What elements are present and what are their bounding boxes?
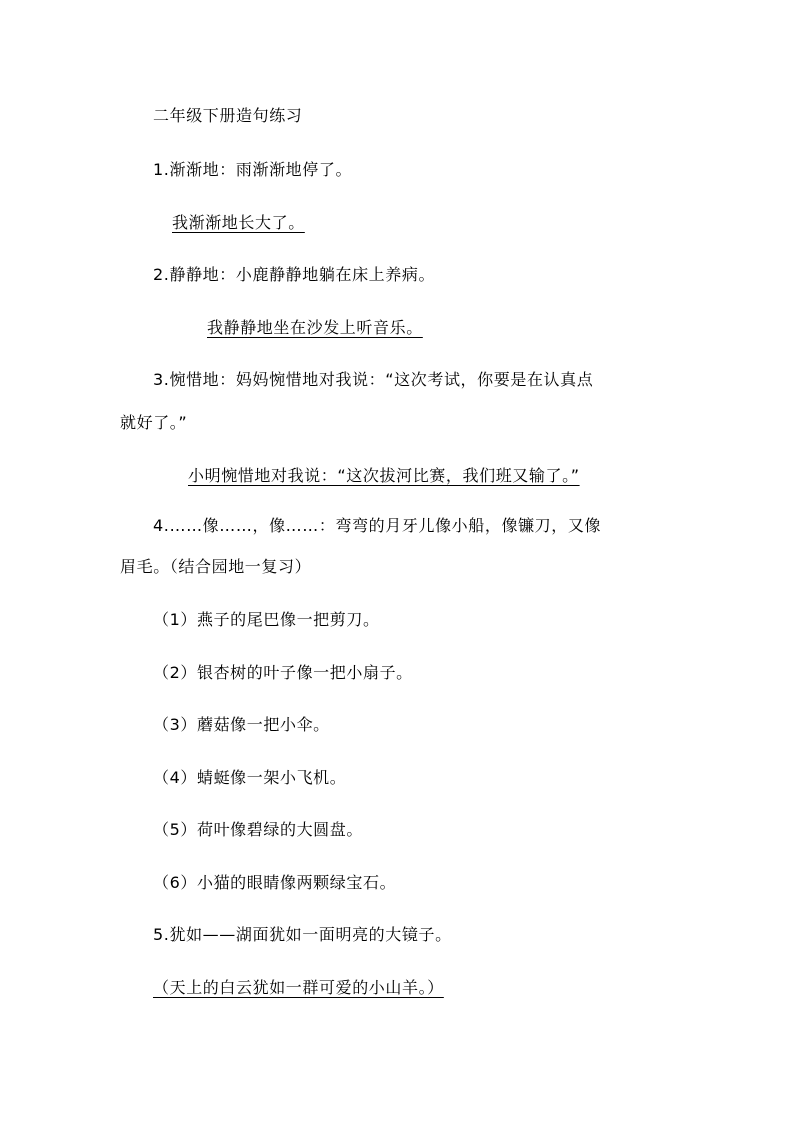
item-4-prompt-line1 (153, 516, 601, 536)
item-3-answer (188, 466, 580, 486)
item-2-answer (207, 318, 423, 338)
item-5-number: 5. (153, 925, 170, 944)
item-3-number: 3. (153, 370, 170, 389)
item-1-prompt (153, 160, 352, 180)
item-1-prompt-text: 渐渐地：雨渐渐地停了。 (169, 160, 353, 179)
item-4-example-3: （3）蘑菇像一把小伞。 (153, 715, 330, 734)
item-4-prompt-text: ……像……，像……：弯弯的月牙儿像小船，像镰刀，又像 (169, 516, 602, 535)
item-3-prompt-text: 惋惜地：妈妈惋惜地对我说：“这次考试，你要是在认真点 (169, 370, 594, 389)
item-3-answer-text: 小明惋惜地对我说：“这次拔河比赛，我们班又输了。” (188, 466, 580, 485)
item-1-number: 1. (153, 160, 170, 179)
item-4-number: 4. (153, 516, 170, 535)
item-4-example-4: （4）蜻蜓像一架小飞机。 (153, 768, 347, 787)
item-5-prompt-text: 犹如——湖面犹如一面明亮的大镜子。 (169, 925, 452, 944)
item-5-answer (153, 978, 444, 998)
item-2-answer-text: 我静静地坐在沙发上听音乐。 (207, 318, 423, 337)
item-4-example-5: （5）荷叶像碧绿的大圆盘。 (153, 820, 363, 839)
item-3-prompt-line2: 就好了。” (120, 413, 188, 432)
item-4-example-6: （6）小猫的眼睛像两颗绿宝石。 (153, 873, 397, 892)
item-5-prompt (153, 925, 452, 945)
item-3-prompt-line1 (153, 370, 593, 390)
item-1-answer (162, 213, 320, 233)
item-4-example-2: （2）银杏树的叶子像一把小扇子。 (153, 663, 413, 682)
item-2-number: 2. (153, 265, 170, 284)
item-2-prompt-text: 静静地：小鹿静静地躺在床上养病。 (169, 265, 436, 284)
item-5-answer-text: （天上的白云犹如一群可爱的小山羊。） (153, 978, 444, 997)
item-1-answer-text: 我渐渐地长大了。 (172, 213, 305, 232)
item-4-example-1: （1）燕子的尾巴像一把剪刀。 (153, 610, 380, 629)
item-2-prompt (153, 265, 435, 285)
document-title: 二年级下册造句练习 (153, 106, 303, 125)
item-4-prompt-line2: 眉毛。（结合园地一复习） (120, 557, 312, 576)
